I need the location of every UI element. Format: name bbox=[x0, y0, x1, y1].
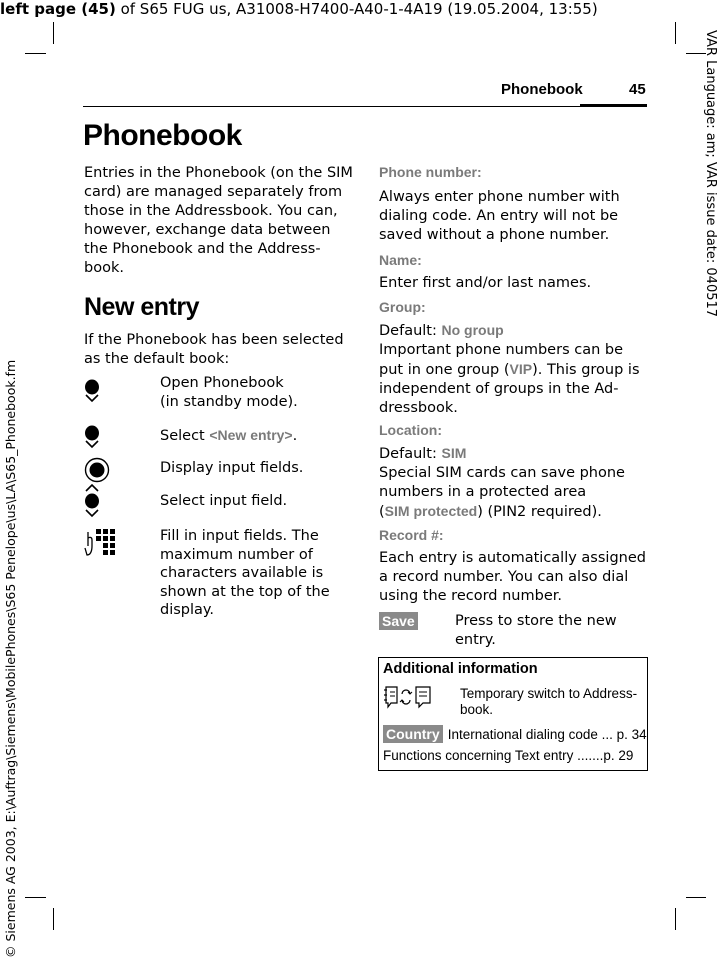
location-default-value: SIM bbox=[441, 445, 467, 461]
text-line: a record number. You can also dial bbox=[379, 569, 629, 585]
book-switch-icon bbox=[383, 685, 433, 709]
crop-mark bbox=[675, 22, 676, 44]
crop-mark bbox=[25, 897, 46, 898]
save-softkey bbox=[379, 611, 418, 630]
location-description bbox=[379, 444, 649, 522]
step-line: characters available is bbox=[160, 565, 324, 581]
keypad-icon bbox=[84, 528, 116, 558]
step-line: Display input fields. bbox=[160, 460, 304, 476]
step-text: Select bbox=[160, 428, 210, 444]
page-title: Phonebook bbox=[83, 119, 242, 152]
text-line: numbers in a protected area bbox=[379, 484, 587, 500]
country-key-label: Country bbox=[383, 725, 443, 743]
lead-line: as the default book: bbox=[84, 351, 230, 367]
crop-mark bbox=[686, 897, 706, 898]
additional-info-box bbox=[378, 657, 648, 771]
text-span: put in one group ( bbox=[379, 362, 510, 378]
new-entry-softkey-label: <New entry> bbox=[209, 427, 293, 443]
navigate-down-icon bbox=[84, 378, 104, 404]
navigate-updown-icon bbox=[84, 484, 104, 518]
lead-line: If the Phonebook has been selected bbox=[84, 332, 344, 348]
print-header-bold: left page (45) bbox=[0, 0, 116, 18]
country-reference: International dialing code ... p. 34 bbox=[447, 727, 647, 742]
text-line: Always enter phone number with bbox=[379, 189, 620, 205]
intro-line: card) are managed separately from bbox=[84, 184, 343, 200]
text-span: ). This group is bbox=[532, 362, 640, 378]
text-line: using the record number. bbox=[379, 588, 562, 604]
section-heading-new-entry: New entry bbox=[84, 293, 199, 321]
vip-value: VIP bbox=[509, 361, 533, 377]
step-line: maximum number of bbox=[160, 546, 313, 563]
step-line: (in standby mode). bbox=[160, 393, 298, 410]
intro-line: the Phonebook and the Address- bbox=[84, 241, 321, 257]
group-description bbox=[379, 321, 649, 418]
additional-row-text-entry: Functions concerning Text entry .......p. 29 bbox=[383, 748, 634, 763]
crop-mark bbox=[53, 908, 54, 930]
text-span: Default: bbox=[379, 446, 442, 462]
additional-row-switch bbox=[460, 686, 637, 718]
crop-mark bbox=[25, 53, 46, 54]
step-fill-fields bbox=[160, 527, 330, 620]
group-default-value: No group bbox=[441, 322, 504, 338]
text-line: Press to store the new bbox=[455, 613, 617, 629]
text-span: ( bbox=[379, 504, 385, 520]
step-text: . bbox=[292, 428, 298, 444]
field-label-record: Record #: bbox=[379, 527, 444, 543]
field-label-name: Name: bbox=[379, 252, 422, 268]
step-line: Fill in input fields. The bbox=[160, 528, 319, 544]
text-line: Important phone numbers can be bbox=[379, 342, 624, 358]
margin-note-left: © Siemens AG 2003, E:\Auftrag\Siemens\MobilePhones\S65 Penelope\us\LA\S65_Phonebook.fm bbox=[3, 359, 18, 958]
text-line: Special SIM cards can save phone bbox=[379, 465, 625, 481]
field-label-group: Group: bbox=[379, 299, 426, 315]
step-line: Select input field. bbox=[160, 493, 288, 509]
text-line: dialing code. An entry will not be bbox=[379, 208, 619, 224]
additional-row-country bbox=[383, 724, 647, 743]
step-line: shown at the top of the bbox=[160, 583, 330, 600]
header-rule bbox=[83, 106, 647, 107]
record-description bbox=[379, 549, 654, 606]
crop-mark bbox=[53, 22, 54, 44]
save-key-label: Save bbox=[379, 612, 418, 630]
field-label-location: Location: bbox=[379, 422, 442, 438]
print-header bbox=[0, 0, 598, 18]
text-line: dressbook. bbox=[379, 400, 458, 416]
name-description: Enter first and/or last names. bbox=[379, 275, 592, 291]
text-line: Each entry is automatically assigned bbox=[379, 550, 646, 566]
text-line: independent of groups in the Ad- bbox=[379, 381, 619, 397]
field-label-phone-number: Phone number: bbox=[379, 164, 482, 180]
running-head-title: Phonebook bbox=[501, 81, 583, 98]
intro-line: those in the Addressbook. You can, bbox=[84, 203, 338, 219]
additional-info-title: Additional information bbox=[383, 661, 538, 677]
crop-mark bbox=[675, 908, 676, 930]
step-open-phonebook bbox=[160, 374, 298, 411]
text-line: saved without a phone number. bbox=[379, 227, 610, 243]
intro-paragraph bbox=[84, 164, 354, 278]
new-entry-lead bbox=[84, 331, 354, 369]
save-description bbox=[455, 612, 645, 650]
text-line: book. bbox=[460, 702, 494, 717]
text-span: ) (PIN2 required). bbox=[477, 504, 602, 520]
step-select-new-entry bbox=[160, 426, 297, 446]
margin-note-right: VAR Language: am; VAR issue date: 040517 bbox=[703, 30, 718, 318]
print-header-rest: of S65 FUG us, A31008-H7400-A40-1-4A19 (19.05.2004, 13:55) bbox=[115, 0, 598, 18]
step-select-field bbox=[160, 492, 287, 511]
step-line: display. bbox=[160, 602, 215, 618]
phone-number-description bbox=[379, 188, 649, 245]
text-span: Default: bbox=[379, 323, 442, 339]
center-key-icon bbox=[84, 457, 110, 483]
navigate-down-icon bbox=[84, 424, 104, 450]
intro-line: however, exchange data between bbox=[84, 222, 331, 238]
sim-protected-value: SIM protected bbox=[384, 503, 478, 519]
intro-line: Entries in the Phonebook (on the SIM bbox=[84, 165, 353, 181]
text-line: entry. bbox=[455, 632, 496, 648]
header-rule-accent bbox=[580, 104, 647, 107]
intro-line: book. bbox=[84, 260, 124, 276]
running-head-page: 45 bbox=[629, 81, 646, 98]
text-line: Temporary switch to Address- bbox=[460, 686, 638, 701]
step-line: Open Phonebook bbox=[160, 375, 284, 391]
step-display-fields bbox=[160, 459, 303, 478]
